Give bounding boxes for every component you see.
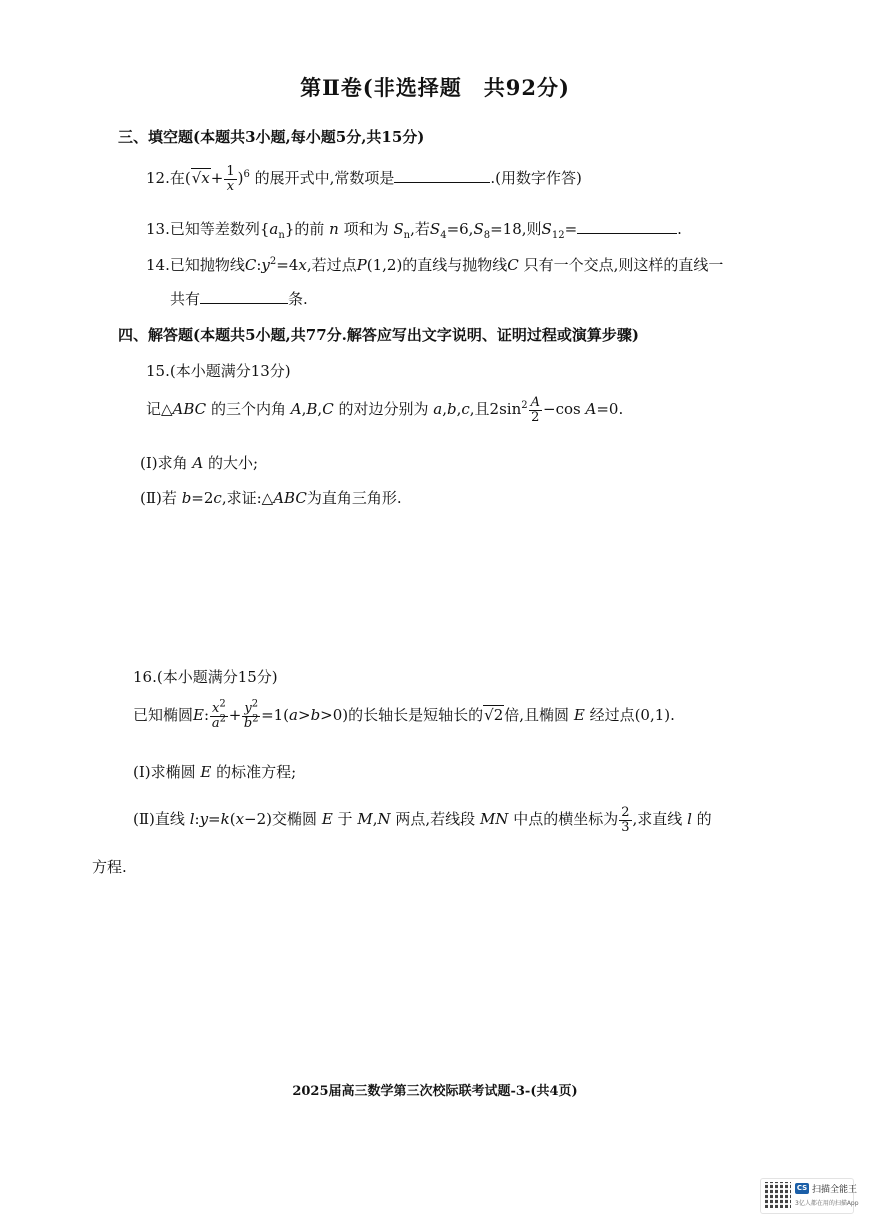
q16-part-2-g: 的: [696, 810, 712, 829]
q16-part-2: (Ⅱ)直线 l:y=k(x−2)交椭圆 E 于 M,N 两点,若线段 MN 中点的横坐标为 $\frac{2}{3}$ ,求直线 l 的: [133, 805, 712, 835]
q14-text-g: 条.: [288, 290, 308, 308]
q16-heading: 16.(本小题满分15分): [133, 668, 278, 686]
q15-part-2-c: 为直角三角形.: [306, 489, 402, 507]
q16-part-2-line-2: 方程.: [92, 858, 127, 876]
q16-stem-e: 经过点(0,1).: [589, 706, 675, 725]
sqrt-x: √x: [191, 169, 210, 188]
q14-text-c: ,若过点: [306, 256, 357, 274]
q16-part-2-f: ,求直线: [632, 810, 683, 829]
sqrt-2: √2: [484, 706, 504, 725]
q16-stem-c: )的长轴长是短轴长的: [342, 706, 484, 725]
q16-part-1: (Ⅰ)求椭圆 E 的标准方程;: [133, 763, 297, 781]
q14-text-f: 共有: [170, 290, 201, 308]
badge-app-name: 扫描全能王: [812, 1185, 858, 1195]
q16-fraction-y: $\frac{y^2}{b^2}$: [243, 698, 259, 731]
q15-part-1: (Ⅰ)求角 A 的大小;: [140, 454, 259, 472]
q16-stem-a: 已知椭圆: [133, 706, 194, 725]
q15-stem-f: =0.: [596, 400, 624, 419]
q15-heading: 15.(本小题满分13分): [146, 362, 291, 380]
q13-tail: .: [677, 220, 682, 238]
q16-fraction-2-3: $\frac{2}{3}$: [621, 805, 630, 835]
q16-stem-b: =1(: [261, 706, 290, 725]
q12-number: 12.在(: [146, 169, 191, 188]
question-13: 13.已知等差数列$\{a_n\}$的前 n 项和为 $S_n$,若$S_4=6,S_8=18$,则$S_{12}=$ .: [146, 220, 682, 241]
question-14-line-2: [170, 288, 308, 309]
q12-exponent: 6: [243, 169, 250, 181]
q15-stem-b: 的三个内角: [210, 400, 286, 419]
section-4-header: 四、解答题(本题共5小题,共77分.解答应写出文字说明、证明过程或演算步骤): [118, 326, 639, 344]
q14-answer-blank[interactable]: [200, 289, 288, 304]
q15-stem: 记△ABC 的三个内角 A,B,C 的对边分别为 a,b,c,且$2\sin^2$ $\frac{A}{2}$ −cos A=0.: [146, 395, 624, 425]
section-3-header: 三、填空题(本题共3小题,每小题5分,共15分): [118, 128, 425, 146]
q13-text-e: =6,: [446, 220, 474, 238]
scanner-badge: [760, 1178, 859, 1214]
q14-text-d: (1,2)的直线与抛物线: [366, 256, 508, 274]
qr-code-icon: [765, 1182, 791, 1208]
q16-part-1-b: 的标准方程;: [216, 763, 297, 781]
q15-part-2-b: ,求证:△: [221, 489, 274, 507]
q13-text-c: 项和为: [343, 220, 389, 238]
q13-text-f: =18,则: [490, 220, 542, 238]
q13-answer-blank[interactable]: [577, 219, 677, 234]
q13-text-g: =: [564, 220, 578, 238]
page-title: 第Ⅱ卷(非选择题 共92分): [300, 75, 570, 100]
q15-part-2-a: (Ⅱ)若: [140, 489, 177, 507]
q16-part-2-b: 交椭圆: [272, 810, 318, 829]
q16-stem-d: 倍,且椭圆: [504, 706, 570, 725]
q16-part-2-e: 中点的横坐标为: [513, 810, 619, 829]
q14-text-b: =4: [276, 256, 299, 274]
q16-part-2-a: (Ⅱ)直线: [133, 810, 185, 829]
q14-text-e: 只有一个交点,则这样的直线一: [523, 256, 724, 274]
q15-stem-e: −cos: [543, 400, 581, 419]
q15-fraction: $\frac{A}{2}$: [530, 395, 541, 425]
q13-text-d: ,若: [410, 220, 430, 238]
q16-part-1-a: (Ⅰ)求椭圆: [133, 763, 196, 781]
page-footer: 2025届高三数学第三次校际联考试题-3-(共4页): [292, 1084, 578, 1099]
q12-answer-blank[interactable]: [394, 168, 490, 183]
camscanner-logo-icon: CS: [796, 1184, 808, 1192]
q12-fraction: $\frac{1}{x}$: [226, 164, 235, 194]
q15-part-1-a: (Ⅰ)求角: [140, 454, 188, 472]
q15-part-1-b: 的大小;: [208, 454, 259, 472]
q16-stem: 已知椭圆E: $\frac{x^2}{a^2}$ + $\frac{y^2}{b^2}$ =1(a>b>0)的长轴长是短轴长的√2倍,且椭圆 E 经过点(0,1).: [133, 698, 675, 731]
q16-part-2-d: 两点,若线段: [395, 810, 476, 829]
q14-text-a: 14.已知抛物线: [146, 256, 245, 274]
q13-text-b: }的前: [284, 220, 325, 238]
badge-tagline: 3亿人都在用的扫描App: [795, 1200, 859, 1207]
q15-stem-c: 的对边分别为: [338, 400, 429, 419]
q12-text: 的展开式中,常数项是: [254, 169, 395, 188]
q13-text-a: 13.已知等差数列{: [146, 220, 270, 238]
question-12: 12.在(√x+ $\frac{1}{x}$ )$^6$ 的展开式中,常数项是 .(用数字作答): [146, 164, 582, 194]
q15-part-2: (Ⅱ)若 b=2c,求证:△ABC为直角三角形.: [140, 489, 402, 507]
q16-fraction-x: $\frac{x^2}{a^2}$: [211, 698, 226, 731]
q12-tail: .(用数字作答): [490, 169, 582, 188]
q16-part-2-c: 于: [337, 810, 353, 829]
question-14: 14.已知抛物线$C:y^2=4x$,若过点P(1,2)的直线与抛物线C 只有一个交点,则这样的直线一: [146, 256, 724, 274]
q15-stem-d: ,且2sin: [469, 400, 522, 419]
q15-stem-a: 记△: [146, 400, 173, 419]
